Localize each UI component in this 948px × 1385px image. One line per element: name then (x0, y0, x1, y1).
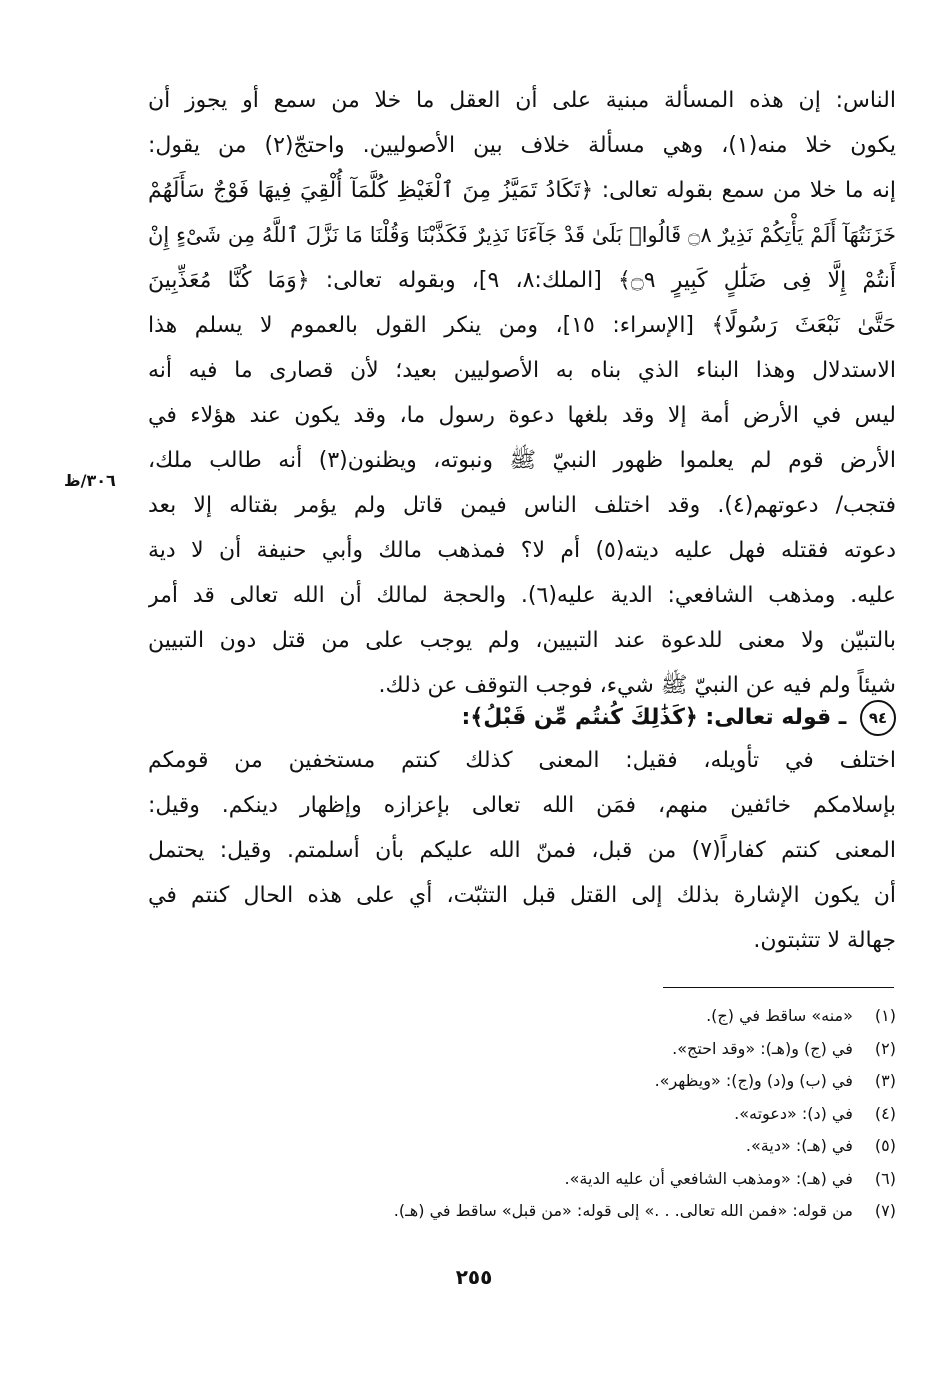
footnote (148, 1033, 896, 1066)
text-line: أَنتُمْ إِلَّا فِى ضَلَٰلٍ كَبِيرٍ ۝٩﴾ [الملك:٨، ٩]، وبقوله تعالى: ﴿وَمَا كُنَّا مُعَذِّبِينَ (148, 268, 896, 293)
footnote (148, 1065, 896, 1098)
text-line: دعوته فقتله فهل عليه ديته(٥) أم لا؟ فمذهب مالك وأبي حنيفة أن لا دية (148, 538, 896, 563)
text-line: بإسلامكم خائفين منهم، فمَن الله تعالى بإعزازه وإظهار دينكم. وقيل: (148, 793, 896, 818)
text-line: المعنى كنتم كفاراً(٧) من قبل، فمنّ الله عليكم بأن أسلمتم. وقيل: يحتمل (148, 838, 896, 863)
section-heading (148, 695, 896, 740)
footnote-number: (١) (874, 1006, 896, 1025)
text-line: الأرض قوم لم يعلموا ظهور النبيّ ﷺ ونبوته، ويظنون(٣) أنه طالب ملك، (148, 448, 896, 473)
text-line: بالتبيّن ولا معنى للدعوة عند التبيين، ولم يوجب على من قتل دون التبيين (148, 628, 896, 653)
footnote-text: في (ب) و(د) و(ج): «ويظهر». (654, 1071, 853, 1090)
heading-text: ـ قوله تعالى: ﴿كَذَٰلِكَ كُنتُم مِّن قَبْلُ﴾: (461, 705, 847, 730)
footnote-number: (٣) (874, 1071, 896, 1090)
footnote-text: في (د): «دعوته». (734, 1103, 853, 1123)
footnote-text: في (ج) و(هـ): «وقد احتج». (672, 1038, 853, 1058)
text-line: الناس: إن هذه المسألة مبنية على أن العقل ما خلا من سمع أو يجوز أن (148, 88, 896, 113)
text-line: فتجب/ دعوتهم(٤). وقد اختلف الناس فيمن قاتل ولم يؤمر بقتاله إلا بعد (148, 493, 896, 518)
footnote-number: (٥) (874, 1136, 896, 1155)
text-line: ليس في الأرض أمة إلا وقد بلغها دعوة رسول ما، وقد يكون عند هؤلاء في (148, 403, 896, 428)
text-line: الاستدلال وهذا البناء الذي بناه به الأصوليين بعيد؛ لأن قصارى ما فيه أنه (148, 358, 896, 383)
footnote-text: «منه» ساقط في (ج). (706, 1006, 853, 1025)
footnote (148, 1098, 896, 1131)
footnote-number: (٦) (874, 1168, 896, 1188)
text-line: جهالة لا تتثبتون. (753, 928, 896, 953)
text-line: يكون خلا منه(١)، وهي مسألة خلاف بين الأصوليين. واحتجّ(٢) من يقول: (148, 133, 896, 158)
commentary-paragraph (148, 738, 896, 963)
footnote-text: في (هـ): «ومذهب الشافعي أن عليه الدية». (564, 1168, 853, 1188)
text-line: خَزَنَتُهَآ أَلَمْ يَأْتِكُمْ نَذِيرٌ ۝٨ قَالُوا۟ بَلَىٰ قَدْ جَآءَنَا نَذِيرٌ فَكَذَّبْنَا وَقُلْنَا مَا نَزَّلَ ٱللَّهُ مِن شَىْءٍ إِنْ (148, 223, 896, 247)
footnote (148, 1130, 896, 1163)
page-number: ٢٥٥ (455, 1265, 493, 1289)
footnote-text: من قوله: «فمن الله تعالى. . .» إلى قوله: «من قبل» ساقط في (هـ). (393, 1201, 853, 1220)
footnote-number: (٧) (874, 1201, 896, 1220)
text-line: أن يكون الإشارة بذلك إلى القتل قبل التثبّت، أي على هذه الحال كنتم في (148, 883, 896, 908)
text-line: عليه. ومذهب الشافعي: الدية عليه(٦). والحجة لمالك أن الله تعالى قد أمر (148, 583, 896, 608)
footnote-text: في (هـ): «دية». (745, 1136, 853, 1155)
footnote (148, 1163, 896, 1196)
text-line: إنه ما خلا من سمع بقوله تعالى: ﴿تَكَادُ تَمَيَّزُ مِنَ ٱلْغَيْظِ كُلَّمَآ أُلْقِيَ فِيهَا فَوْجٌ سَأَلَهُمْ (148, 178, 896, 203)
footnote-number: (٢) (874, 1038, 896, 1058)
footnote (148, 1000, 896, 1033)
text-line: اختلف في تأويله، فقيل: المعنى كذلك كنتم مستخفين من قومكم (148, 748, 896, 773)
text-line: حَتَّىٰ نَبْعَثَ رَسُولًا﴾ [الإسراء: ١٥]، ومن ينكر القول بالعموم لا يسلم هذا (148, 313, 896, 338)
main-paragraph (148, 78, 896, 708)
footnotes (148, 1000, 896, 1228)
text-line: شيئاً ولم فيه عن النبيّ ﷺ شيء، فوجب التوقف عن ذلك. (378, 673, 896, 698)
footnote-number: (٤) (874, 1103, 896, 1123)
footnote-separator (663, 987, 894, 988)
manuscript-folio-marker: ٣٠٦/ظ (64, 471, 116, 490)
verse-number-medallion: ٩٤ (860, 700, 896, 736)
footnote (148, 1195, 896, 1228)
